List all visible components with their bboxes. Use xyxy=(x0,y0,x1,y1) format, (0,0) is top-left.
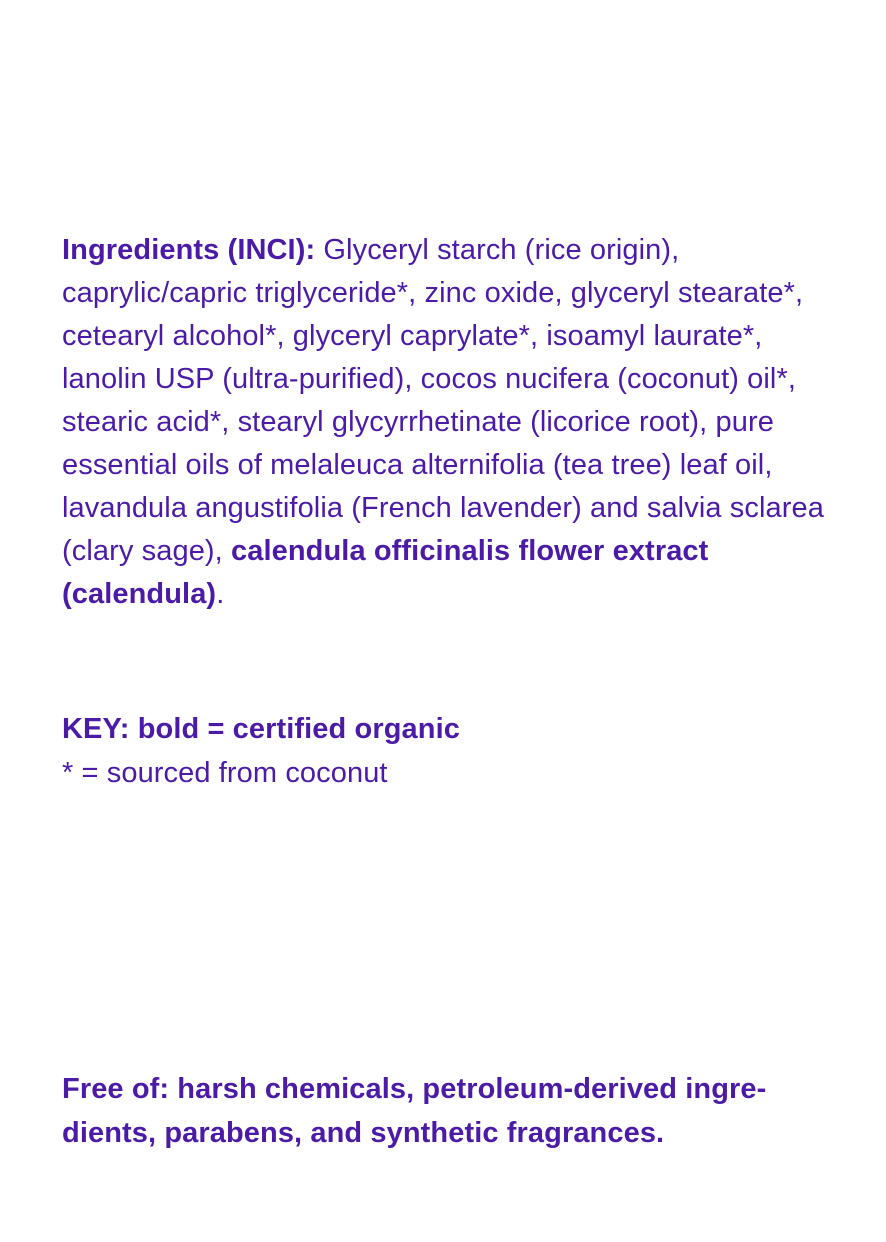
key-asterisk-line: * = sourced from coconut xyxy=(62,757,388,789)
key-bold-line: KEY: bold = certified organic xyxy=(62,713,460,745)
key-legend xyxy=(62,707,834,795)
ingredients-label: Ingredients (INCI): xyxy=(62,234,316,266)
ingredients-organic-item: calendula officinalis flower extract (calendula) xyxy=(62,535,709,610)
free-of-statement: Free of: harsh chemicals, petroleum-derived ingre-dients, parabens, and synthetic fragrances. xyxy=(62,1073,767,1149)
ingredients-end-punctuation: . xyxy=(216,578,225,610)
ingredients-list: Glyceryl starch (rice origin), caprylic/capric triglyceride*, zinc oxide, glyceryl stearate*, cetearyl alcohol*, glyceryl caprylate*, isoamyl laurate*, lanolin USP (ultra-purified), cocos nucifera (coconut) oil*, stearic acid*, stearyl glycyrrhetinate (licorice root), pure essential oils of melaleuca alternifolia (tea tree) leaf oil, lavandula angustifolia (French lavender) and salvia sclarea (clary sage), xyxy=(62,234,824,567)
ingredients-paragraph xyxy=(62,229,834,616)
